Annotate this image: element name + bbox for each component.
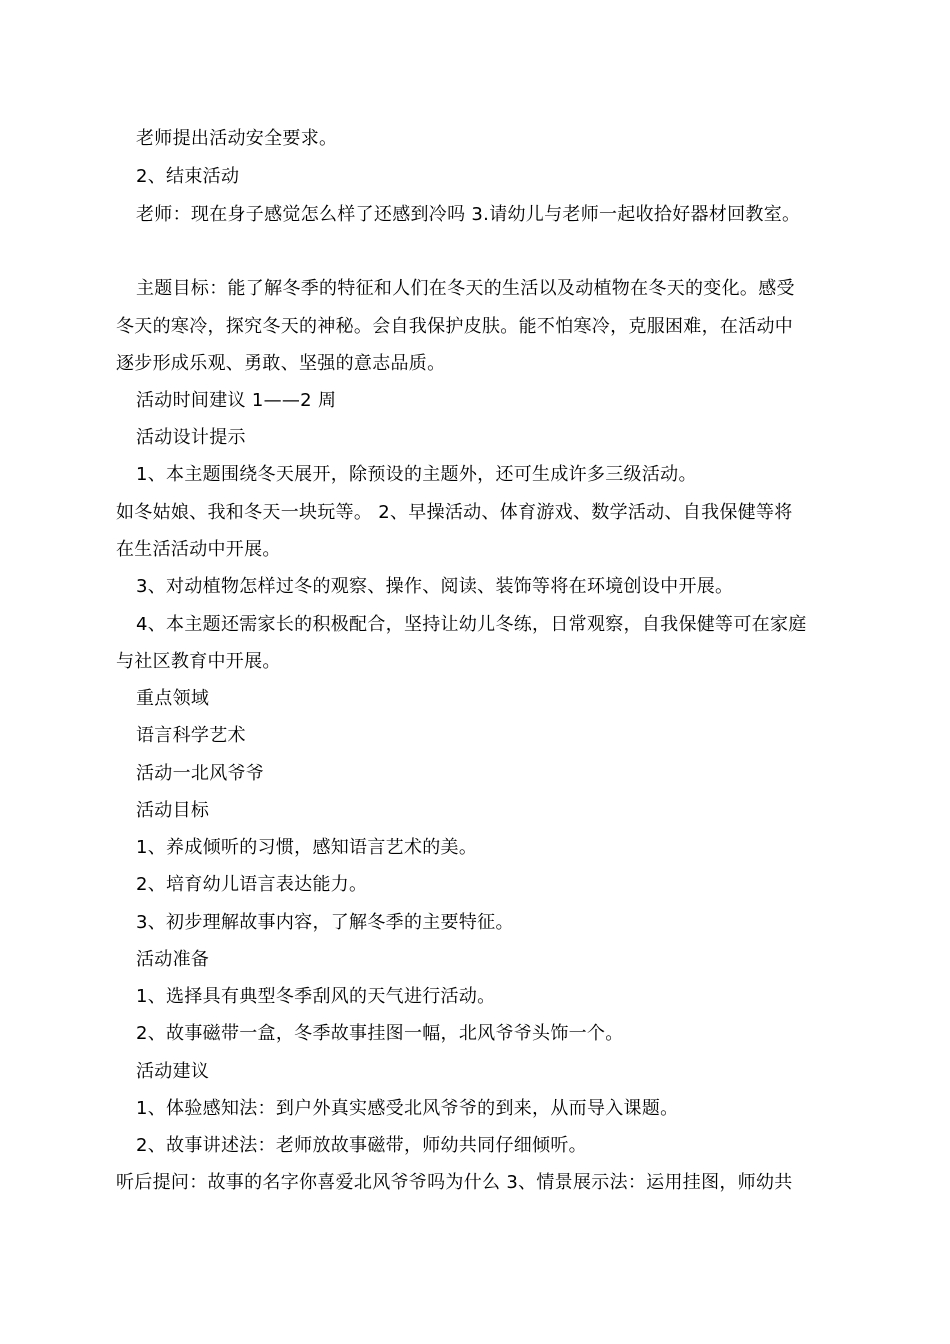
paragraph-line: 如冬姑娘、我和冬天一块玩等。 2、早操活动、体育游戏、数学活动、自我保健等将	[116, 502, 793, 523]
paragraph-line: 2、故事磁带一盒，冬季故事挂图一幅，北风爷爷头饰一个。	[136, 1023, 624, 1044]
paragraph-line: 活动建议	[136, 1061, 210, 1082]
paragraph-line: 1、体验感知法：到户外真实感受北风爷爷的到来，从而导入课题。	[136, 1098, 679, 1119]
paragraph-line: 听后提问：故事的名字你喜爱北风爷爷吗为什么 3、情景展示法：运用挂图，师幼共	[116, 1172, 793, 1193]
paragraph-line: 4、本主题还需家长的积极配合，坚持让幼儿冬练，日常观察，自我保健等可在家庭	[136, 614, 807, 635]
paragraph-line: 逐步形成乐观、勇敢、坚强的意志品质。	[116, 353, 446, 374]
paragraph-line: 冬天的寒冷，探究冬天的神秘。会自我保护皮肤。能不怕寒冷，克服困难，在活动中	[116, 316, 794, 337]
paragraph-line: 主题目标：能了解冬季的特征和人们在冬天的生活以及动植物在冬天的变化。感受	[136, 278, 795, 299]
paragraph-line: 2、结束活动	[136, 166, 240, 187]
paragraph-line: 与社区教育中开展。	[116, 651, 281, 672]
paragraph-line: 活动时间建议 1——2 周	[136, 390, 337, 411]
paragraph-line: 在生活活动中开展。	[116, 539, 281, 560]
paragraph-line: 2、故事讲述法：老师放故事磁带，师幼共同仔细倾听。	[136, 1135, 587, 1156]
paragraph-line: 2、培育幼儿语言表达能力。	[136, 874, 368, 895]
paragraph-line: 活动设计提示	[136, 427, 246, 448]
paragraph-line: 1、养成倾听的习惯，感知语言艺术的美。	[136, 837, 478, 858]
paragraph-line: 活动目标	[136, 800, 210, 821]
paragraph-line: 活动准备	[136, 949, 210, 970]
paragraph-line: 1、本主题围绕冬天展开，除预设的主题外，还可生成许多三级活动。	[136, 464, 697, 485]
paragraph-line: 重点领域	[136, 688, 210, 709]
paragraph-line: 3、初步理解故事内容，了解冬季的主要特征。	[136, 912, 514, 933]
paragraph-line: 3、对动植物怎样过冬的观察、操作、阅读、装饰等将在环境创设中开展。	[136, 576, 734, 597]
paragraph-line: 老师提出活动安全要求。	[136, 128, 338, 149]
paragraph-line: 老师：现在身子感觉怎么样了还感到冷吗 3.请幼儿与老师一起收拾好器材回教室。	[136, 204, 801, 225]
paragraph-line: 语言科学艺术	[136, 725, 246, 746]
paragraph-line: 活动一北风爷爷	[136, 763, 265, 784]
paragraph-line: 1、选择具有典型冬季刮风的天气进行活动。	[136, 986, 496, 1007]
